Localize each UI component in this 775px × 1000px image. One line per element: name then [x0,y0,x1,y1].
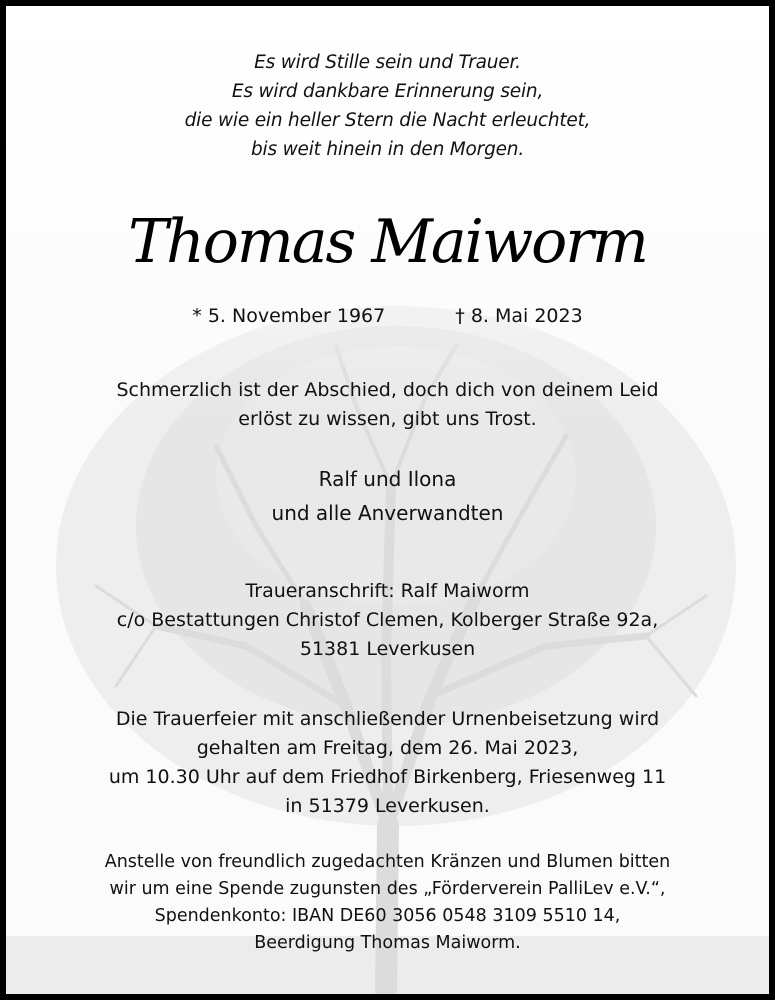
address-line: Traueranschrift: Ralf Maiworm [245,580,530,602]
donation-line: wir um eine Spende zugunsten des „Förderverein PalliLev e.V.“, [109,879,666,899]
donation-line: Spendenkonto: IBAN DE60 3056 0548 3109 5510 14, [154,906,621,926]
address-line: c/o Bestattungen Christof Clemen, Kolberger Straße 92a, [116,609,659,631]
address-line: 51381 Leverkusen [299,638,476,660]
family-line: und alle Anverwandten [271,501,504,525]
family-signature [6,462,769,530]
condolence-line: erlöst zu wissen, gibt uns Trost. [238,408,537,430]
life-dates [6,300,769,332]
poem-line: Es wird Stille sein und Trauer. [254,52,521,73]
deceased-name: Thomas Maiworm [128,207,647,277]
ceremony-line: Die Trauerfeier mit anschließender Urnenbeisetzung wird [115,708,660,730]
donation-line: Anstelle von freundlich zugedachten Kränzen und Blumen bitten [104,852,671,872]
ceremony-info [6,705,769,821]
mourning-address [6,577,769,664]
ceremony-line: um 10.30 Uhr auf dem Friedhof Birkenberg, Friesenweg 11 [108,766,667,788]
birth-date: * 5. November 1967 [192,305,386,327]
poem-line: Es wird dankbare Erinnerung sein, [231,81,544,102]
condolence-line: Schmerzlich ist der Abschied, doch dich von deinem Leid [116,379,659,401]
death-date: † 8. Mai 2023 [455,305,583,327]
donation-request [6,849,769,957]
family-line: Ralf und Ilona [318,467,457,491]
poem [6,48,769,164]
ceremony-line: gehalten am Freitag, dem 26. Mai 2023, [196,737,579,759]
condolence-text [6,376,769,434]
ceremony-line: in 51379 Leverkusen. [285,795,490,817]
donation-line: Beerdigung Thomas Maiworm. [254,933,521,953]
poem-line: die wie ein heller Stern die Nacht erleuchtet, [184,110,591,131]
poem-line: bis weit hinein in den Morgen. [251,139,524,160]
